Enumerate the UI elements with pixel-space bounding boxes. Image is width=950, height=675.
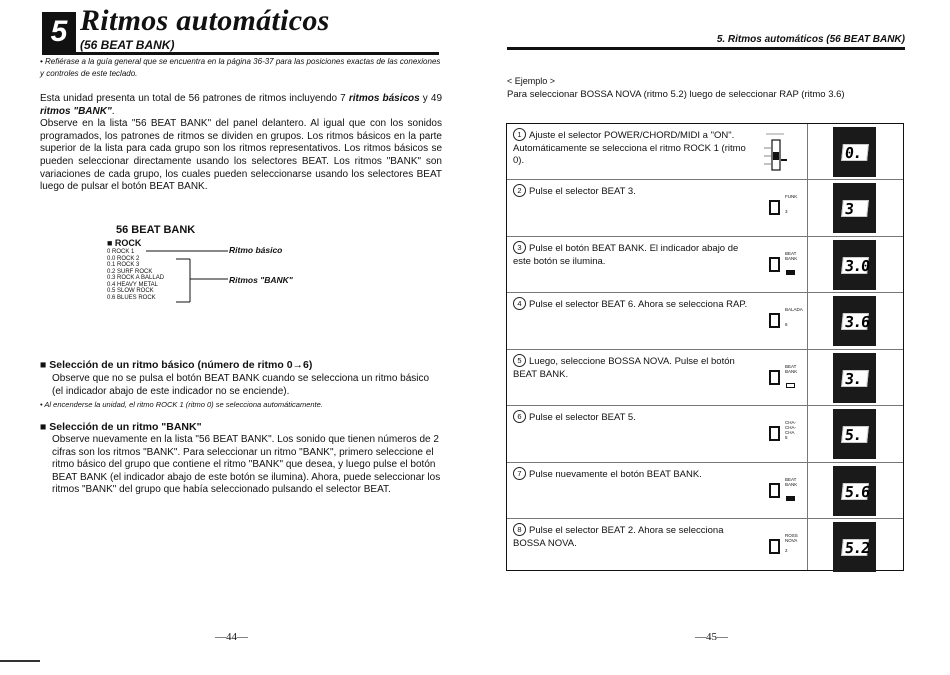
list-item: 0.1 ROCK 3 — [107, 262, 140, 268]
step-row — [507, 124, 903, 179]
step-text — [513, 241, 753, 268]
selector-button-icon — [769, 426, 780, 441]
step-text — [513, 128, 753, 168]
step-text — [513, 467, 753, 482]
step-row — [507, 236, 903, 293]
list-item: 0.4 HEAVY METAL — [107, 281, 159, 288]
panel-label: BEAT BANK — [785, 364, 798, 374]
rhythm-display — [833, 409, 876, 459]
panel-sub-label: 3 — [785, 209, 788, 214]
example-text: Para seleccionar BOSSA NOVA (ritmo 5.2) luego de seleccionar RAP (ritmo 3.6) — [507, 89, 845, 100]
display-readout: 3. — [841, 370, 869, 387]
step-instruction: Ajuste el selector POWER/CHORD/MIDI a "ON". Automáticamente se selecciona el ritmo ROCK 1 (ritmo 0). — [513, 130, 746, 166]
selector-button-icon — [769, 483, 780, 498]
step-text — [513, 410, 753, 425]
rhythm-display — [833, 296, 876, 346]
title-rule — [42, 52, 439, 55]
display-readout: 5.2 — [841, 539, 869, 556]
intro-part-3: . — [111, 105, 115, 117]
selector-button-icon — [769, 370, 780, 385]
display-readout: 3 — [841, 200, 869, 217]
step-number: 3 — [513, 241, 526, 254]
panel-label: ROSS NOVA — [785, 533, 798, 543]
section-note: • Al encenderse la unidad, el ritmo ROCK 1 (ritmo 0) se selecciona automáticamente. — [40, 400, 323, 409]
step-text — [513, 184, 753, 199]
step-instruction: Pulse el selector BEAT 2. Ahora se selecciona BOSSA NOVA. — [513, 525, 724, 549]
display-readout: 3.6 — [841, 313, 869, 330]
beat-bank-indicator-icon — [786, 383, 795, 388]
intro-bold-bank: ritmos "BANK" — [40, 105, 112, 117]
page-number-left: —44— — [215, 631, 248, 643]
step-row — [507, 179, 903, 237]
list-item: 0.3 ROCK A BALLAD — [107, 275, 165, 281]
list-item: 0.2 SURF ROCK — [107, 268, 153, 275]
step-row — [507, 405, 903, 463]
step-instruction: Luego, seleccione BOSSA NOVA. Pulse el botón BEAT BANK. — [513, 356, 735, 380]
panel-sub-label: 5 — [785, 435, 788, 440]
rhythm-display — [833, 183, 876, 233]
intro-part-2: y 49 — [419, 93, 443, 104]
bank-rhythms-label: Ritmos "BANK" — [229, 275, 293, 285]
rhythm-display — [833, 466, 876, 516]
reference-note: • Refiérase a la guía general que se encuentra en la página 36-37 para las posiciones exactas de las conexiones y controles de este teclado. — [40, 57, 441, 78]
rock-group-heading: ■ ROCK — [107, 238, 142, 248]
step-number: 6 — [513, 410, 526, 423]
running-header: 5. Ritmos automáticos (56 BEAT BANK) — [716, 34, 905, 45]
panel-label: BEAT BANK — [785, 251, 798, 261]
panel-sub-label: 6 — [785, 322, 788, 327]
rhythm-display — [833, 127, 876, 177]
basic-rhythm-label: Ritmo básico — [229, 245, 283, 255]
step-number: 2 — [513, 184, 526, 197]
step-instruction: Pulse el selector BEAT 5. — [529, 412, 636, 423]
step-row — [507, 462, 903, 519]
steps-table — [506, 123, 904, 571]
selector-button-icon — [769, 313, 780, 328]
step-instruction: Pulse el selector BEAT 3. — [529, 186, 636, 197]
intro-bold-basic: ritmos básicos — [348, 93, 420, 104]
intro-part-1: Esta unidad presenta un total de 56 patrones de ritmos incluyendo 7 — [40, 93, 349, 104]
step-number: 7 — [513, 467, 526, 480]
panel-sub-label: 2 — [785, 548, 788, 553]
panel-label: BALADA — [785, 307, 803, 312]
power-switch-icon — [762, 130, 792, 174]
step-instruction: Pulse el botón BEAT BANK. El indicador abajo de este botón se ilumina. — [513, 243, 739, 267]
selector-button-icon — [769, 539, 780, 554]
step-number: 4 — [513, 297, 526, 310]
step-row — [507, 349, 903, 406]
page-number-right: —45— — [695, 631, 728, 643]
list-item: 0.6 BLUES ROCK — [107, 294, 156, 301]
display-readout: 3.0 — [841, 257, 869, 274]
intro-text — [40, 93, 442, 194]
display-readout: 0. — [841, 144, 869, 161]
beat-bank-indicator-icon — [786, 496, 795, 501]
selector-button-icon — [769, 257, 780, 272]
scan-edge-mark — [0, 660, 40, 662]
beat-bank-indicator-icon — [786, 270, 795, 275]
example-label: < Ejemplo > — [507, 76, 556, 86]
step-row — [507, 518, 903, 571]
step-number: 5 — [513, 354, 526, 367]
step-instruction: Pulse nuevamente el botón BEAT BANK. — [529, 469, 702, 480]
step-text — [513, 523, 753, 550]
list-item: 0.5 SLOW ROCK — [107, 288, 154, 294]
page-title: Ritmos automáticos — [80, 4, 330, 37]
list-item: 0 ROCK 1 — [107, 249, 135, 255]
step-instruction: Pulse el selector BEAT 6. Ahora se selecciona RAP. — [529, 299, 748, 310]
bank-list-heading: 56 BEAT BANK — [116, 224, 196, 236]
panel-label: BEAT BANK — [785, 477, 798, 487]
step-row — [507, 292, 903, 350]
section-heading-basic: ■ Selección de un ritmo básico (número de ritmo 0→6) — [40, 359, 313, 371]
section-heading-bank: ■ Selección de un ritmo "BANK" — [40, 421, 202, 433]
chapter-number-badge: 5 — [42, 12, 76, 52]
step-text — [513, 297, 753, 312]
panel-label: FUNK — [785, 194, 798, 199]
bracket-lines — [140, 248, 232, 304]
header-rule — [507, 47, 905, 50]
rhythm-display — [833, 240, 876, 290]
display-readout: 5.6 — [841, 483, 869, 500]
intro-paragraph: Observe en la lista "56 BEAT BANK" del panel delantero. Al igual que con los sonidos programados, los patrones de ritmos se dividen en grupos. Los ritmos básicos en la parte superior de la lista para cada grupo son los ritmos representativos. Los ritmos básicos se pueden seleccionar directamente usando los selectores BEAT. Los ritmos "BANK" son variaciones de cada grupo, los cuales pueden seleccionarse usando los selectores BEAT luego de pulsar el botón BEAT BANK. — [40, 118, 442, 193]
step-number: 1 — [513, 128, 526, 141]
rhythm-display — [833, 353, 876, 403]
section-body-basic: Observe que no se pulsa el botón BEAT BANK cuando se selecciona un ritmo básico (el indicador abajo de este indicador no se enciende). — [52, 373, 430, 397]
section-body-bank: Observe nuevamente en la lista "56 BEAT BANK". Los sonido que tienen números de 2 cifras son los ritmos "BANK". Para seleccionar un ritmo "BANK", primero seleccione el ritmo básico del grupo que contiene el ritmo "BANK" que desea, y luego pulse el botón BEAT BANK (el indicador abajo de este botón se ilumina). Ahora, puede seleccionar los ritmos "BANK" del grupo que había seleccionado pulsando el selector BEAT. — [52, 434, 441, 495]
page-subtitle: (56 BEAT BANK) — [80, 38, 175, 52]
display-readout: 5. — [841, 426, 869, 443]
rhythm-display — [833, 522, 876, 572]
panel-label: CHA-CHA-CHA — [785, 420, 796, 435]
step-number: 8 — [513, 523, 526, 536]
list-item: 0.0 ROCK 2 — [107, 255, 140, 262]
step-text — [513, 354, 753, 381]
selector-button-icon — [769, 200, 780, 215]
